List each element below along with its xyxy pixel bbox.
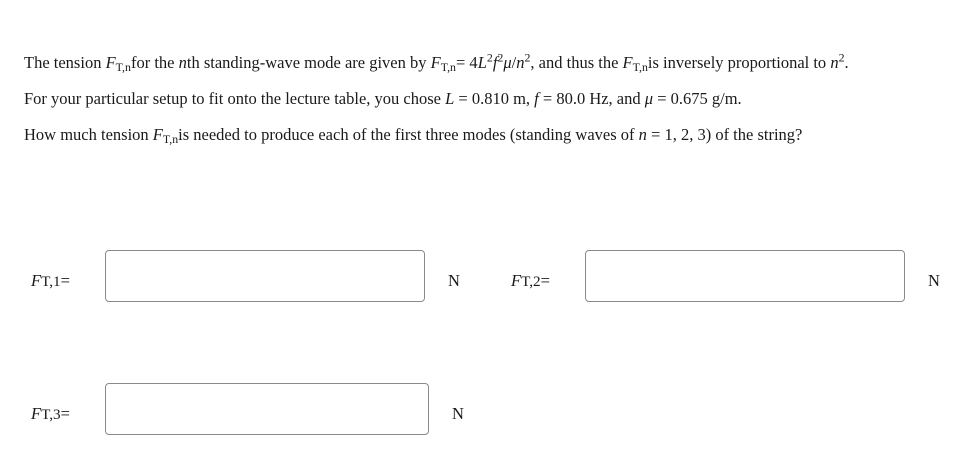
unit-label-ft3: N xyxy=(452,404,464,423)
equals-sign: = xyxy=(540,271,550,290)
subscript: T,n xyxy=(115,59,131,74)
symbol-F: F xyxy=(31,404,42,423)
text: , and thus the xyxy=(530,53,623,72)
text: is inversely proportional to xyxy=(647,53,831,72)
text: = 1, 2, 3) of the string? xyxy=(646,125,803,144)
text: For your particular setup to fit onto the lecture table, you chose xyxy=(24,89,446,108)
text: = 0.675 g/m. xyxy=(653,89,742,108)
text: th standing-wave mode are given by xyxy=(186,53,431,72)
label-subscript: T,3 xyxy=(41,406,61,423)
answer-input-ft2[interactable] xyxy=(585,250,905,302)
label-subscript: T,1 xyxy=(41,273,61,290)
exponent: 2 xyxy=(524,50,531,65)
symbol-n: n xyxy=(638,125,647,144)
text: = 80.0 Hz, and xyxy=(538,89,645,108)
problem-paragraph-formula xyxy=(24,52,949,74)
symbol-F: F xyxy=(105,53,116,72)
symbol-L: L xyxy=(477,53,487,72)
exponent: 2 xyxy=(486,50,493,65)
symbol-f: f xyxy=(492,53,498,72)
symbol-F: F xyxy=(430,53,441,72)
answer-label-ft2 xyxy=(511,271,550,291)
symbol-F: F xyxy=(622,53,633,72)
unit-label-ft2: N xyxy=(928,271,940,290)
label-subscript: T,2 xyxy=(521,273,541,290)
symbol-F: F xyxy=(511,271,522,290)
text: . xyxy=(844,53,849,72)
answer-input-ft3[interactable] xyxy=(105,383,429,435)
text: The tension xyxy=(24,53,106,72)
text: is needed to produce each of the first three modes (standing waves of xyxy=(178,125,639,144)
answer-label-ft1 xyxy=(31,271,70,291)
answer-input-ft1[interactable] xyxy=(105,250,425,302)
symbol-n: n xyxy=(830,53,839,72)
problem-paragraph-setup xyxy=(24,88,949,110)
exponent: 2 xyxy=(497,50,504,65)
exponent: 2 xyxy=(838,50,845,65)
subscript: T,n xyxy=(632,59,648,74)
problem-statement xyxy=(24,52,949,146)
symbol-f: f xyxy=(534,89,539,108)
symbol-L: L xyxy=(445,89,455,108)
equals-sign: = xyxy=(60,404,70,423)
symbol-mu: μ xyxy=(503,53,512,72)
answer-label-ft3 xyxy=(31,404,70,424)
symbol-F: F xyxy=(152,125,163,144)
symbol-F: F xyxy=(31,271,42,290)
text: = 4 xyxy=(456,53,478,72)
symbol-n: n xyxy=(516,53,525,72)
symbol-n: n xyxy=(178,53,187,72)
symbol-mu: μ xyxy=(644,89,654,108)
text: / xyxy=(511,53,517,72)
subscript: T,n xyxy=(440,59,456,74)
text: for the xyxy=(130,53,179,72)
subscript: T,n xyxy=(162,131,179,146)
problem-paragraph-question xyxy=(24,124,949,146)
equals-sign: = xyxy=(60,271,70,290)
text: = 0.810 m, xyxy=(454,89,535,108)
text: How much tension xyxy=(24,125,153,144)
unit-label-ft1: N xyxy=(448,271,460,290)
